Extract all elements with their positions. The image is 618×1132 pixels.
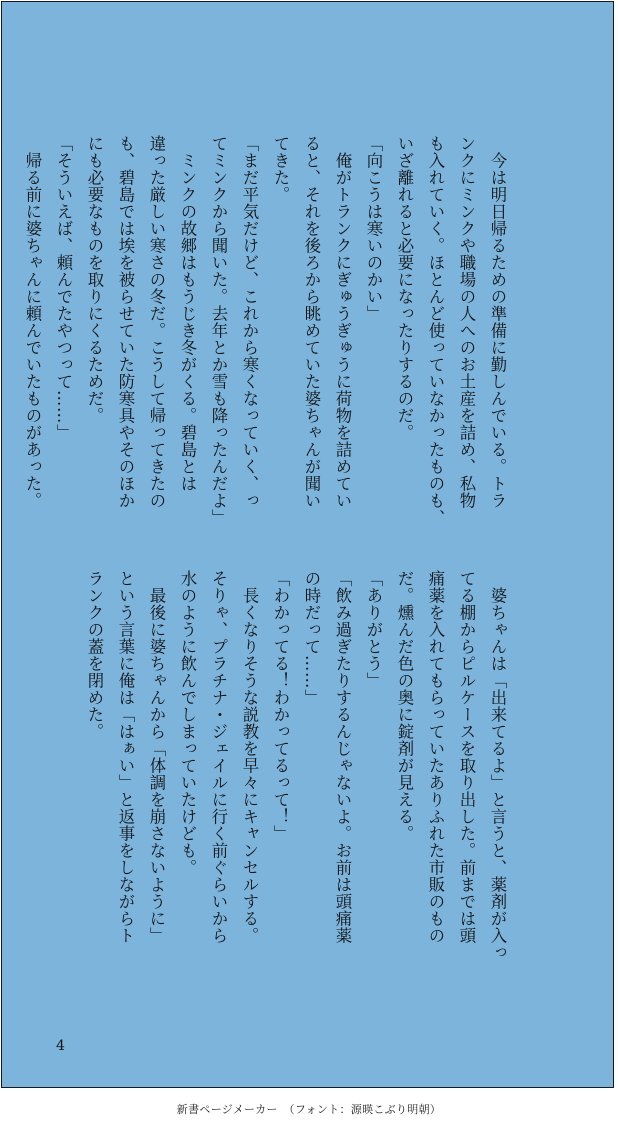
paragraph: 今は明日帰るための準備に勤しんでいる。トラ ンクにミンクや職場の人へのお土産を詰め、私物 も入れていく。ほとんど使っていなかったものも、 いざ離れると必要になったりするのだ。 xyxy=(395,135,507,526)
dialogue-line: 「向こうは寒いのかい」 xyxy=(364,135,383,322)
lower-text-block xyxy=(17,570,575,1010)
book-page xyxy=(1,1,614,1088)
paragraph: 俺がトランクにぎゅうぎゅうに荷物を詰めてい ると、それを後ろから眺めていた婆ちゃんが聞い てきた。 xyxy=(271,135,352,509)
paragraph: ミンクの故郷はもうじき冬がくる。碧島とは 違った厳しい寒さの冬だ。こうして帰ってきたの も、碧島では埃を被らせていた防寒具やそのほか にも必要なものを取りにくるためだ。 xyxy=(85,135,197,509)
page-number: 4 xyxy=(56,1038,65,1054)
dialogue-line: 「ありがとう」 xyxy=(364,570,383,689)
paragraph: 最後に婆ちゃんから「体調を崩さないように」 という言葉に俺は「はぁい」と返事をしながらト ランクの蓋を閉めた。 xyxy=(85,570,166,944)
upper-text-block xyxy=(0,135,575,526)
paragraph: 長くなりそうな説教を早々にキャンセルする。 そりゃ、プラチナ・ジェイルに行く前ぐらいから 水のように飲んでしまっていたけども。 xyxy=(178,570,259,944)
footer-caption: 新書ページメーカー （フォント：源暎こぶり明朝） xyxy=(176,1103,442,1116)
dialogue-line: 「飲み過ぎたりするんじゃないよ。お前は頭痛薬 の時だって……」 xyxy=(302,570,352,944)
dialogue-line: 「まだ平気だけど、これから寒くなっていく、っ てミンクから聞いた。去年とか雪も降ったんだよ」 xyxy=(209,135,259,526)
dialogue-line: 「わかってる！わかってるって！」 xyxy=(271,570,290,842)
paragraph: 帰る前に婆ちゃんに頼んでいたものがあった。 xyxy=(23,135,42,509)
paragraph: 婆ちゃんは「出来てるよ」と言うと、薬剤が入っ てる棚からピルケースを取り出した。前までは頭 痛薬を入れてもらっていたありふれた市販のもの だ。燻んだ色の奥に錠剤が見える。 xyxy=(395,570,507,961)
dialogue-line: 「そういえば、頼んでたやつって……」 xyxy=(54,135,73,441)
